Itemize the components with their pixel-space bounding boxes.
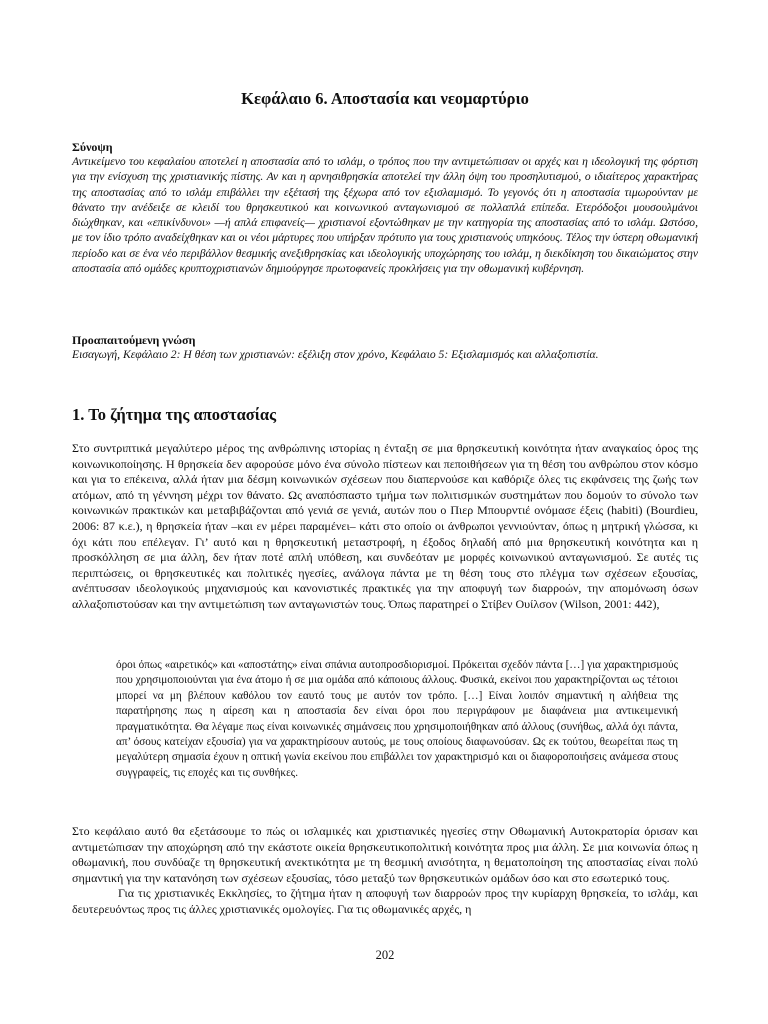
prerequisites-block (72, 333, 698, 362)
body-paragraph-2: Στο κεφάλαιο αυτό θα εξετάσουμε το πώς οι ισλαμικές και χριστιανικές ηγεσίες στην Οθωμανική Αυτοκρατορία όρισαν και αντιμετώπισαν την αποχώρηση από την εκάστοτε οικεία θρησκευτικοπολιτική κοινότητα προς μια άλλη. Σε μια κοινωνία όπως η οθωμανική, που συνδύαζε τη θρησκευτική ανεκτικότητα με τη θεσμική ανισότητα, η θεματοποίηση της αποστασίας είναι πολύ σημαντική για την κατανόηση των σχέσεων εξουσίας, τόσο μεταξύ των θρησκευτικών ομάδων όσο και στο εσωτερικό τους. (72, 824, 698, 885)
summary-label: Σύνοψη (72, 140, 113, 154)
body-paragraph-2-block (72, 824, 698, 918)
page-number: 202 (375, 948, 395, 962)
block-quote: όροι όπως «αιρετικός» και «αποστάτης» είναι σπάνια αυτοπροσδιορισμοί. Πρόκειται σχεδόν πάντα […] για χαρακτηρισμούς που χρησιμοποιούνται για ένα άτομο ή σε μια ομάδα από κάποιους άλλους. Φυσικά, εκείνοι που χαρακτηρίζονται ως τέτοιοι μπορεί να μη βλέπουν καθόλου τον εαυτό τους με αυτόν τον τρόπο. […] Είναι λοιπόν σημαντική η αλήθεια της παρατήρησης πως η αίρεση και η αποστασία δεν είναι όροι που περιγράφουν με διαφάνεια μια αντικειμενική πραγματικότητα. Θα λέγαμε πως είναι κοινωνικές σημάνσεις που χρησιμοποιήθηκαν από άλλους (συνήθως, αλλά όχι πάντα, απ’ όσους κατείχαν εξουσία) για να χαρακτηρίσουν αυτούς, με τους οποίους διαφωνούσαν. Ως εκ τούτου, θεωρείται πως τη μεγαλύτερη σημασία έχουν η οπτική γωνία εκείνου που επιβάλλει τον χαρακτηρισμό και οι διαφοροποιήσεις ανάμεσα στους συγγραφείς, τις εποχές και τις συνθήκες. (116, 659, 678, 779)
body-paragraph-3: Για τις χριστιανικές Εκκλησίες, το ζήτημα ήταν η αποφυγή των διαρροών προς την κυρίαρχη θρησκεία, το ισλάμ, και δευτερευόντως προς τις άλλες χριστιανικές ομολογίες. Για τις οθωμανικές αρχές, η (72, 886, 698, 916)
body-paragraph-1-block (72, 441, 698, 613)
body-paragraph-1: Στο συντριπτικά μεγαλύτερο μέρος της ανθρώπινης ιστορίας η ένταξη σε μια θρησκευτική κοινότητα ήταν αναγκαίος όρος της κοινωνικοποίησης. Η θρησκεία δεν αφορούσε μόνο ένα σύνολο πίστεων και πεποιθήσεων για τη θέση του ανθρώπου στον κόσμο και για το επέκεινα, αλλά ήταν μια δέσμη κοινωνικών σχέσεων που διαπερνούσε και καθόριζε όλες τις εκφάνσεις της ζωής των ατόμων, από τη γέννηση μέχρι τον θάνατο. Ως αναπόσπαστο τμήμα των πολιτισμικών συστημάτων που δομούν το σύνολο των κοινωνικών πρακτικών και μεταβιβάζονται από γενιά σε γενιά, αυτών που ο Πιερ Μπουρντιέ ονόμασε έξεις (habiti) (Bourdieu, 2006: 87 κ.ε.), η θρησκεία ήταν –και εν μέρει παραμένει– κάτι στο οποίο οι άνθρωποι γεννιούνταν, όπως η μητρική γλώσσα, κι όχι κάτι που επέλεγαν. Γι’ αυτό και η θρησκευτική μεταστροφή, η έξοδος δηλαδή από μια θρησκευτική κοινότητα και η προσκόλληση σε μια άλλη, δεν ήταν ποτέ απλή υπόθεση, και συνδεόταν με μορφές κοινωνικού ανταγωνισμού. Σε αυτές τις περιπτώσεις, οι θρησκευτικές και πολιτικές ηγεσίες, ανάλογα πάντα με τη θέση τους στο πλέγμα των σχέσεων εξουσίας, ανέπτυσσαν ιδεολογικούς μηχανισμούς και κανονιστικές πρακτικές για την αποφυγή των διαρροών, την απομόνωση όσων αλλαξοπιστούσαν και την αντιμετώπιση των ανταγωνιστών τους. Όπως παρατηρεί ο Στίβεν Ουίλσον (Wilson, 2001: 442), (72, 441, 698, 611)
chapter-title: Κεφάλαιο 6. Αποστασία και νεομαρτύριο (241, 89, 529, 108)
document-page (72, 0, 698, 1024)
summary-block (72, 140, 698, 276)
prerequisites-label: Προαπαιτούμενη γνώση (72, 333, 196, 347)
prerequisites-text: Εισαγωγή, Κεφάλαιο 2: Η θέση των χριστιανών: εξέλιξη στον χρόνο, Κεφάλαιο 5: Εξισλαμισμός και αλλαξοπιστία. (72, 348, 599, 361)
summary-text: Αντικείμενο του κεφαλαίου αποτελεί η αποστασία από το ισλάμ, ο τρόπος που την αντιμετώπισαν οι αρχές και η ιδεολογική της φόρτιση για την ενίσχυση της χριστιανικής πίστης. Αν και η αρνησιθρησκία αποτελεί την άλλη όψη του προσηλυτισμού, ο ιδιαίτερος χαρακτήρας της αποστασίας από το ισλάμ επιβάλλει την εξέτασή της ξέχωρα από τον εξισλαμισμό. Το γεγονός ότι η αποστασία τιμωρούνταν με θάνατο την ανέδειξε σε κλειδί του θρησκευτικού και κοινωνικού ανταγωνισμού σε πολλαπλά επίπεδα. Ετερόδοξοι μουσουλμάνοι διώχθηκαν, και «επικίνδυνοι» —ή απλά επιφανείς— χριστιανοί εξοντώθηκαν με την κατηγορία της αποστασίας από το ισλάμ. Ωστόσο, με τον ίδιο τρόπο αναδείχθηκαν και οι νέοι μάρτυρες που υπήρξαν πρότυπο για τους χριστιανούς υπηκόους. Τέλος την ύστερη οθωμανική περίοδο και σε ένα νέο περιβάλλον θεσμικής ανεξιθρησκίας και ιδεολογικής υποχώρησης του ισλάμ, η διεκδίκηση του δικαιώματος στην αποστασία από ομάδες κρυπτοχριστιανών δημιούργησε πρωτοφανείς προκλήσεις για την οθωμανική κυβέρνηση. (72, 155, 698, 276)
section-heading: 1. Το ζήτημα της αποστασίας (72, 405, 277, 424)
